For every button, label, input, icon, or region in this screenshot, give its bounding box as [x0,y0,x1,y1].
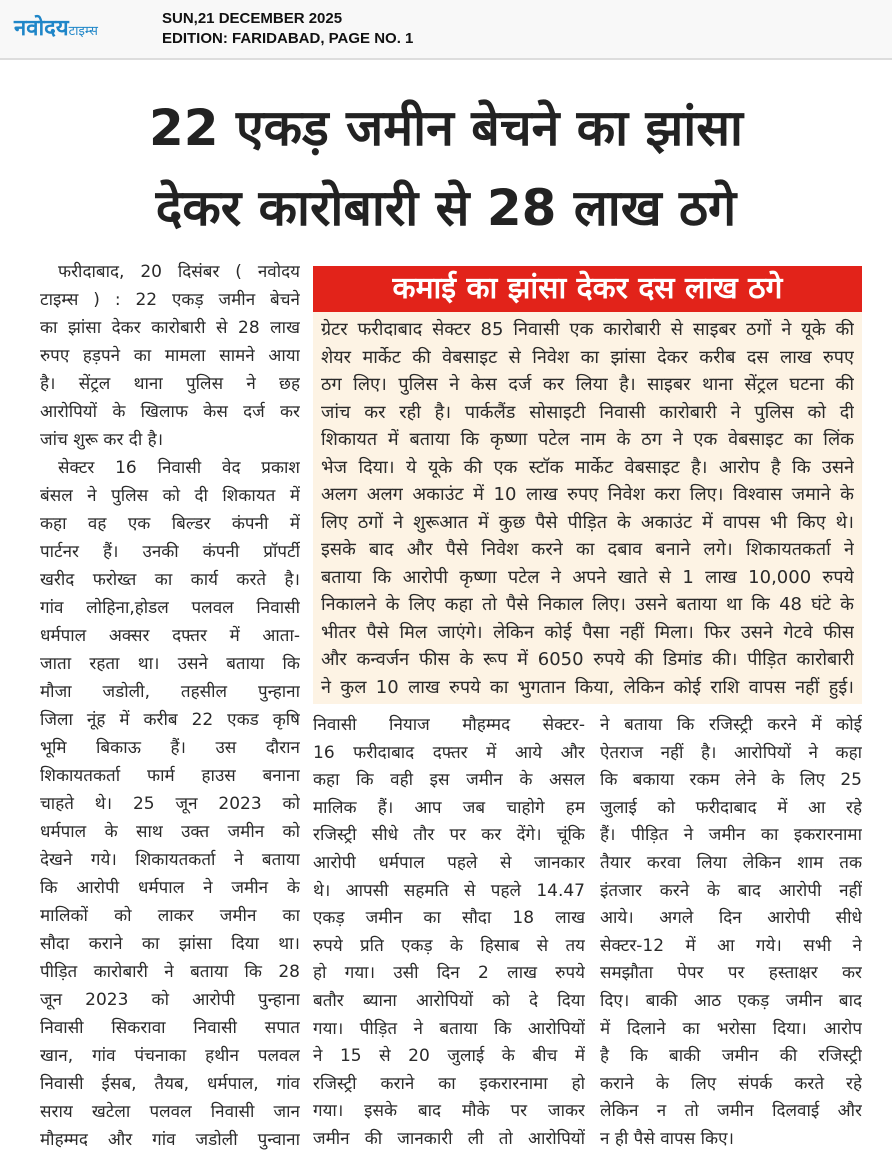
text-line: रुपए हड़पने का मामला सामने आया [40,346,300,366]
edition-text: EDITION: FARIDABAD, PAGE NO. 1 [162,30,414,47]
logo-main: नवोदय [14,16,69,41]
text-line: कहा कि वही इस जमीन के असल [313,770,585,791]
article-column-3 [600,712,862,1154]
text-line: और कन्वर्जन फीस के रूप में 6050 रुपये की डिमांड की। पीड़ित कारोबारी [321,649,854,670]
text-line: ग्रेटर फरीदाबाद सेक्टर 85 निवासी एक कारोबारी से साइबर ठगों ने यूके की [321,319,854,340]
text-line: भेज दिया। ये यूके की एक स्टॉक मार्केट वेबसाइट है। आरोप है कि उसने [321,456,854,478]
text-line: है। सेंट्रल थाना पुलिस ने छह [40,374,300,394]
text-line: ने कुल 10 लाख रुपये का भुगतान किया, लेकिन कोई राशि वापस नहीं हुई। [321,676,854,698]
text-line: आरोपियों के खिलाफ केस दर्ज कर [40,402,300,422]
text-line: रजिस्ट्री कराने का इकरारनामा हो [313,1073,585,1094]
text-line: चाहते थे। 25 जून 2023 को [40,794,300,814]
text-line: आये। अगले दिन आरोपी सीधे [600,908,862,929]
text-line: गया। पीड़ित ने बताया कि आरोपियों [313,1018,585,1039]
text-line: थे। आपसी सहमति से पहले 14.47 [313,880,585,901]
text-line: जिला नूंह में करीब 22 एकड कृषि [40,710,300,730]
text-line: निवासी ईसब, तैयब, धर्मपाल, गांव [40,1074,300,1094]
text-line: फरीदाबाद, 20 दिसंबर ( नवोदय [58,262,300,282]
text-line: निकालने के लिए कहा तो पैसे निकाल लिए। उसने बताया था कि 48 घंटे के [321,594,854,615]
text-line: ने बताया कि रजिस्ट्री करने में कोई [600,715,862,735]
text-line: सेक्टर 16 निवासी वेद प्रकाश [58,458,300,478]
text-line: भूमि बिकाऊ हैं। उस दौरान [40,738,300,758]
text-line: पार्टनर हैं। उनकी कंपनी प्रॉपर्टी [40,542,300,562]
text-line: में दिलाने का भरोसा दिया। आरोप [600,1018,862,1039]
text-line: हो गया। उसी दिन 2 लाख रुपये [313,963,585,984]
text-line: बताया कि आरोपी कृष्णा पटेल ने अपने खाते से 1 लाख 10,000 रुपये [321,566,854,588]
text-line: रजिस्ट्री सीधे तौर पर कर देंगे। चूंकि [313,825,585,846]
text-line: न ही पैसे वापस किए। [600,1128,734,1149]
text-line: मौजा जडोली, तहसील पुन्हाना [40,682,300,702]
text-line: निवासी सिकरावा निवासी सपात [40,1018,300,1038]
text-line: का झांसा देकर कारोबारी से 28 लाख [40,318,300,338]
text-line: पीड़ित कारोबारी ने बताया कि 28 [40,962,300,982]
text-line: बतौर ब्याना आरोपियों को दे दिया [313,990,585,1011]
article-column-1 [40,258,300,1154]
text-line: ऐतराज नहीं है। आरोपियों ने कहा [600,742,862,763]
newspaper-logo [14,12,98,42]
headline-line-2: देकर कारोबारी से 28 लाख ठगे [155,179,737,237]
sidebar-story-box [313,266,862,704]
text-line: शेयर मार्केट की वेबसाइट से निवेश का झांसा देकर करीब दस लाख रुपए [321,346,854,368]
text-line: शिकायतकर्ता फार्म हाउस बनाना [40,766,300,786]
text-line: अलग अलग अकाउंट में 10 लाख रुपए निवेश करा लिए। विश्वास जमाने के [321,484,854,505]
text-line: कि बकाया रकम लेने के लिए 25 [600,770,862,791]
headline [20,88,872,248]
text-line: ठग लिए। पुलिस ने केस दर्ज कर लिया है। साइबर थाना सेंट्रल घटना की [321,374,854,395]
text-line: मौहम्मद और गांव जडोली पुन्वाना [40,1130,300,1150]
text-line: मालिकों को लाकर जमीन का [40,906,300,926]
text-line: मालिक हैं। आप जब चाहोगे हम [313,797,585,818]
headline-line-1: 22 एकड़ जमीन बेचने का झांसा [148,99,744,157]
text-line: तैयार करवा लिया लेकिन शाम तक [600,852,862,873]
text-line: गया। इसके बाद मौके पर जाकर [313,1101,585,1122]
text-line: लिए ठगों ने शुरूआत में कुछ पैसे पीड़ित के अकाउंट में वापस भी किए थे। [321,511,854,533]
text-line: जांच कर रही है। पार्कलैंड सोसाइटी निवासी कारोबारी ने पुलिस को दी [321,401,854,423]
text-line: जून 2023 को आरोपी पुन्हाना [40,990,300,1010]
text-line: जांच शुरू कर दी है। [40,430,164,450]
text-line: दिए। बाकी आठ एकड़ जमीन बाद [600,990,862,1011]
text-line: समझौता पेपर पर हस्ताक्षर कर [600,963,862,984]
text-line: 16 फरीदाबाद दफ्तर में आये और [313,742,585,763]
text-line: धर्मपाल के साथ उक्त जमीन को [40,822,300,842]
text-line: आरोपी धर्मपाल पहले से जानकार [313,852,585,873]
text-line: है कि बाकी जमीन की रजिस्ट्री [600,1046,862,1067]
text-line: सराय खटेला पलवल निवासी जान [40,1102,300,1122]
article-column-2 [313,712,585,1154]
sidebar-story-body [321,316,854,701]
sidebar-story-title: कमाई का झांसा देकर दस लाख ठगे [313,266,862,312]
text-line: शिकायत में बताया कि कृष्णा पटेल नाम के ठग ने एक वेबसाइट का लिंक [321,429,854,450]
text-line: बंसल ने पुलिस को दी शिकायत में [40,486,300,506]
edition-info [162,9,413,49]
text-line: इसके बाद और पैसे निवेश करने का दबाव बनाने लगे। शिकायतकर्ता ने [321,539,854,560]
header-bar [0,0,892,60]
text-line: देखने गये। शिकायतकर्ता ने बताया [40,850,300,870]
text-line: खरीद फरोख्त का कार्य करते है। [40,570,300,590]
text-line: धर्मपाल अक्सर दफ्तर में आता- [40,626,300,646]
text-line: खान, गांव पंचनाका हथीन पलवल [40,1046,300,1066]
text-line: ने 15 से 20 जुलाई के बीच में [313,1046,585,1067]
text-line: टाइम्स ) : 22 एकड़ जमीन बेचने [40,290,300,310]
text-line: सौदा कराने का झांसा दिया था। [40,934,300,954]
text-line: जाता रहता था। उसने बताया कि [40,654,300,674]
text-line: कहा वह एक बिल्डर कंपनी में [40,514,300,534]
text-line: कि आरोपी धर्मपाल ने जमीन के [40,878,300,898]
text-line: रुपये प्रति एकड़ के हिसाब से तय [313,935,585,956]
text-line: जमीन की जानकारी ली तो आरोपियों [313,1128,585,1149]
text-line: सेक्टर-12 में आ गये। सभी ने [600,935,862,956]
date-text: SUN,21 DECEMBER 2025 [162,10,343,27]
text-line: कराने के लिए संपर्क करते रहे [600,1073,862,1094]
text-line: लेकिन न तो जमीन दिलवाई और [600,1101,862,1122]
text-line: जुलाई को फरीदाबाद में आ रहे [600,797,862,818]
text-line: गांव लोहिना,होडल पलवल निवासी [40,598,300,618]
logo-sub: टाइम्स [68,24,98,39]
text-line: हैं। पीड़ित ने जमीन का इकरारनामा [600,825,862,846]
text-line: इंतजार करने के बाद आरोपी नहीं [600,880,862,901]
text-line: एकड़ जमीन का सौदा 18 लाख [313,908,585,929]
text-line: निवासी नियाज मौहम्मद सेक्टर- [313,715,585,735]
text-line: भीतर पैसे मिल जाएंगे। लेकिन कोई पैसा नहीं मिला। फिर उसने गेटवे फीस [321,621,854,643]
